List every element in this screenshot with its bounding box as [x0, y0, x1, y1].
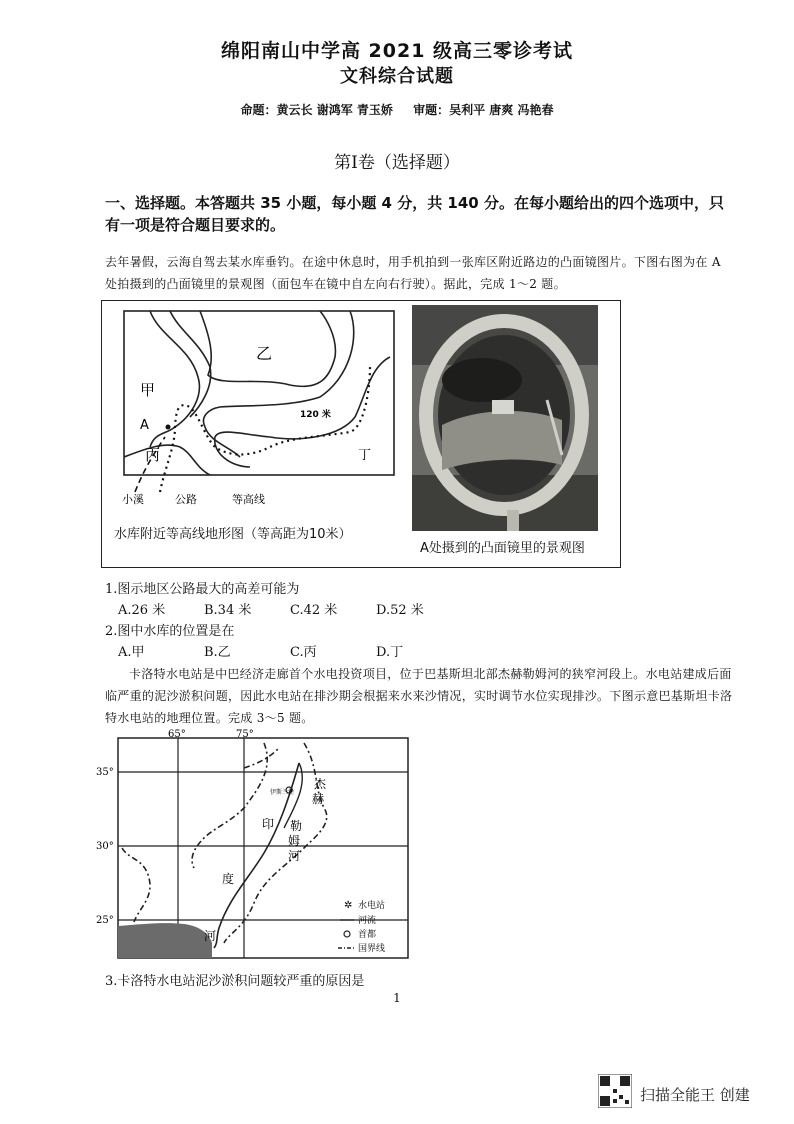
legend-stream: 小溪 [122, 493, 144, 506]
label-contour-120: 120 米 [300, 410, 331, 420]
reviewers: 审题：吴利平 唐爽 冯艳春 [413, 103, 554, 117]
caption-left: 水库附近等高线地形图（等高距为10米） [114, 527, 352, 542]
q1-option-b[interactable]: B.34 米 [204, 603, 252, 618]
map-river-indus-1: 印 [262, 817, 275, 831]
map-lon-65: 65° [168, 729, 186, 740]
mirror-photo-svg [412, 305, 598, 531]
contour-map-svg [120, 307, 400, 507]
map-river-jhelum-4: 姆 [288, 834, 301, 848]
label-bing: 丙 [145, 446, 161, 464]
pakistan-map [94, 728, 424, 968]
map-river-jhelum-1: 杰 [314, 777, 327, 791]
passage-2: 卡洛特水电站是中巴经济走廊首个水电投资项目，位于巴基斯坦北部杰赫勒姆河的狭窄河段上。水电站建成后面临严重的泥沙淤积问题，因此水电站在排沙期会根据来水来沙情况，实时调节水位实现排沙。下图示意巴基斯坦卡洛特水电站的地理位置。完成 3～5 题。 [105, 667, 733, 725]
legend-hydro-icon: ✲ [344, 900, 353, 911]
label-jia: 甲 [140, 381, 156, 399]
q2-options [118, 643, 462, 663]
legend-river: 河流 [358, 916, 377, 926]
map-capital-label: 伊斯兰堡 [270, 789, 295, 796]
q2-option-c[interactable]: C.丙 [290, 645, 317, 660]
scanner-watermark: 扫描全能王 创建 [640, 1086, 750, 1104]
map-lat-30: 30° [96, 841, 114, 852]
exam-subtitle: 文科综合试题 [340, 66, 454, 87]
pakistan-map-svg [94, 728, 424, 968]
authors-line [0, 101, 794, 118]
q3-stem: 3.卡洛特水电站泥沙淤积问题较严重的原因是 [105, 974, 365, 989]
label-ding: 丁 [358, 448, 372, 463]
qr-code-icon [598, 1074, 632, 1108]
contour-map [120, 307, 400, 507]
map-lat-35: 35° [96, 767, 114, 778]
q2-option-a[interactable]: A.甲 [118, 645, 145, 660]
figure-1 [101, 300, 621, 568]
q1-stem: 1.图示地区公路最大的高差可能为 [105, 582, 300, 597]
map-lon-75: 75° [236, 729, 254, 740]
q2-stem: 2.图中水库的位置是在 [105, 624, 235, 639]
map-lat-25: 25° [96, 915, 114, 926]
authors: 命题：黄云长 谢鸿军 青玉娇 [240, 103, 393, 117]
q2-option-b[interactable]: B.乙 [204, 645, 231, 660]
map-river-jhelum-2: 赫 [312, 792, 325, 806]
section-title: 第Ⅰ卷（选择题） [334, 153, 460, 173]
instruction: 一、选择题。本答题共 35 小题，每小题 4 分，共 140 分。在每小题给出的四个选项中，只有一项是符合题目要求的。 [105, 194, 724, 234]
legend-road: 公路 [175, 493, 197, 506]
legend-hydro: 水电站 [358, 901, 386, 911]
map-river-jhelum-3: 勒 [290, 819, 303, 833]
label-yi: 乙 [256, 344, 273, 363]
q1-option-d[interactable]: D.52 米 [376, 603, 424, 618]
q1-option-a[interactable]: A.26 米 [118, 603, 166, 618]
legend-capital: 首都 [358, 930, 377, 940]
legend-contour: 等高线 [232, 493, 265, 506]
exam-title: 绵阳南山中学高 2021 级高三零诊考试 [220, 40, 574, 62]
map-river-indus-2: 度 [222, 872, 235, 886]
q1-option-c[interactable]: C.42 米 [290, 603, 338, 618]
map-river-indus-3: 河 [204, 929, 217, 943]
passage-1: 去年暑假，云海自驾去某水库垂钓。在途中休息时，用手机拍到一张库区附近路边的凸面镜图片。下图右图为在 A 处拍摄到的凸面镜里的景观图（面包车在镜中自左向右行驶）。据此，完成 1～2 题。 [105, 255, 721, 291]
q1-options [118, 601, 462, 621]
map-river-jhelum-5: 河 [288, 849, 301, 863]
q2-option-d[interactable]: D.丁 [376, 645, 404, 660]
mirror-photo [412, 305, 598, 531]
legend-border: 国界线 [358, 944, 386, 954]
label-a: A [140, 418, 149, 433]
caption-right: A处摄到的凸面镜里的景观图 [420, 541, 585, 556]
page-number: 1 [393, 991, 401, 1005]
